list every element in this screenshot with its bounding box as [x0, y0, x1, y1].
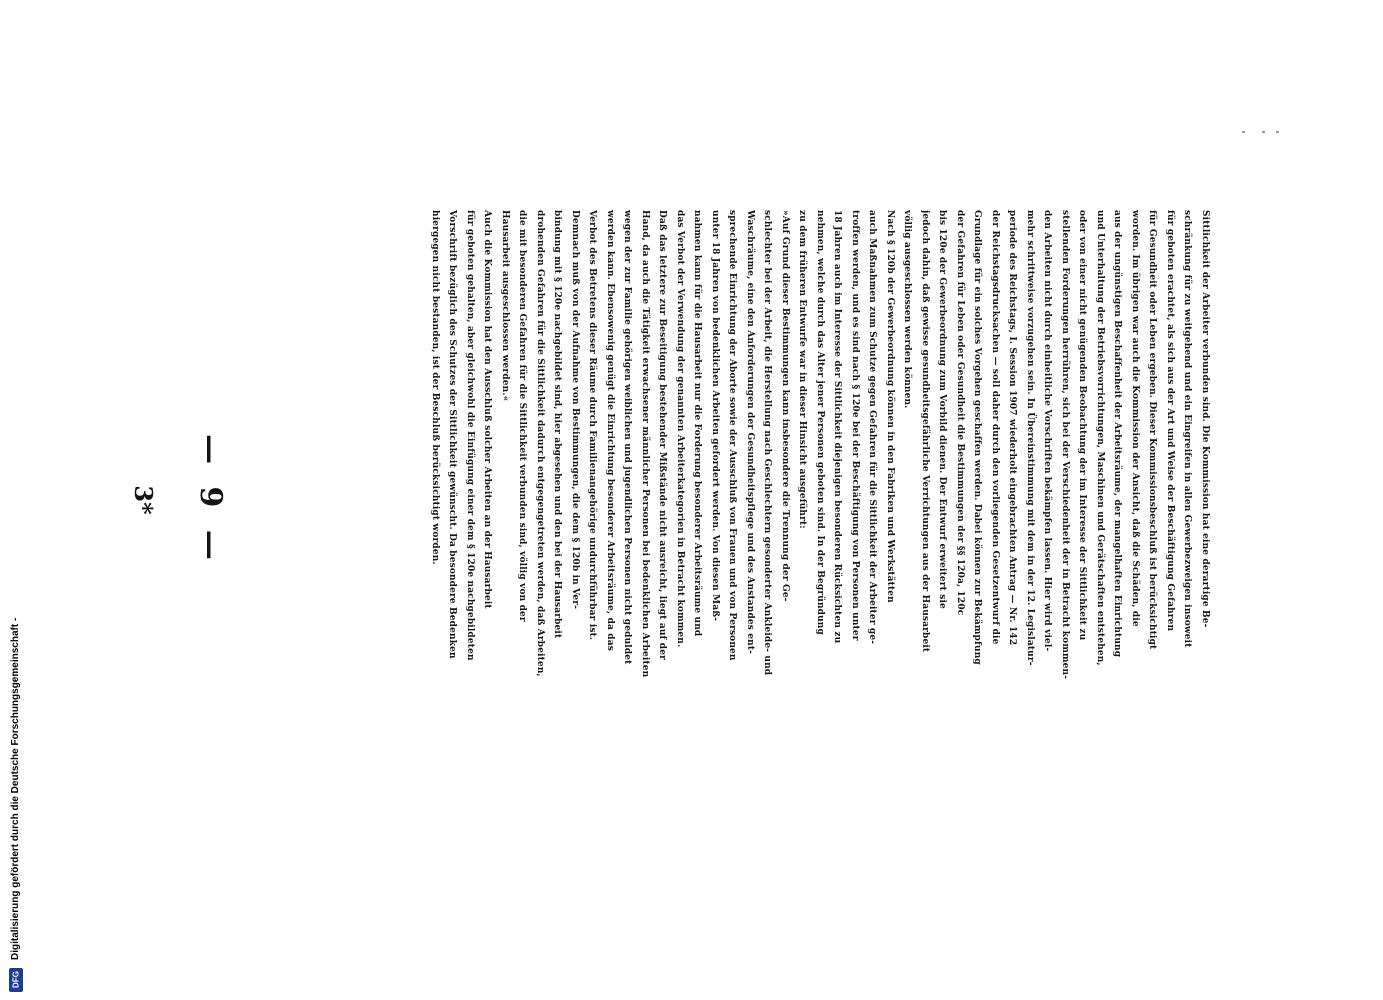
text-line: worden. Im übrigen war auch die Kommission der Ansicht, daß die Schäden, die — [1130, 210, 1140, 627]
text-line: völlig ausgeschlossen werden können. — [902, 210, 913, 409]
text-line: Vorschrift bezüglich des Schutzes der Sittlichkeit gewünscht. Da besondere Bedenken — [447, 210, 458, 659]
text-line: der Reichstagsdrucksachen — soll daher durch den vorliegenden Gesetzentwurf die — [990, 210, 1000, 645]
text-line: mehr schrittweise vorzugehen sein. In Übereinstimmung mit dem in der 12. Legislatur- — [1025, 210, 1035, 666]
text-line: Auch die Kommission hat den Ausschluß solcher Arbeiten an der Hausarbeit — [482, 210, 493, 609]
text-line: der Gefahren für Leben oder Gesundheit die Bestimmungen der §§ 120a, 120c — [955, 210, 965, 616]
text-line: das Verbot der Verwendung der genannten Arbeiterkategorien in Betracht kommen. — [675, 210, 685, 648]
text-line: schlechter bei der Arbeit, die Herstellung nach Geschlechtern gesonderter Ankleide- und — [762, 210, 773, 676]
scan-speck — [1262, 131, 1265, 133]
text-line: sprechende Einrichtung der Aborte sowie der Ausschluß von Frauen und von Personen — [727, 210, 738, 661]
text-line: auch Maßnahmen zum Schutze gegen Gefahren für die Sittlichkeit der Arbeiter ge- — [867, 210, 878, 645]
scan-speck — [1276, 131, 1279, 133]
text-line: Waschräume, eine den Anforderungen der Gesundheitspflege und des Anstandes ent- — [745, 210, 755, 655]
text-line: aus der ungünstigen Beschaffenheit der Arbeitsräume, der mangelhaften Einrichtung — [1112, 210, 1123, 658]
text-line: Nach § 120b der Gewerbeordnung können in den Fabriken und Werkstätten — [885, 210, 895, 603]
text-line: für geboten gehalten, aber gleichwohl die Einfügung einer dem § 120e nachgebildeten — [465, 210, 475, 661]
text-line: Sittlichkeit der Arbeiter verbunden sind. Die Kommission hat eine derartige Be- — [1200, 210, 1210, 628]
page-header: — 9 — — [193, 434, 228, 566]
text-line: Hand, da auch die Tätigkeit erwachsener männlicher Personen bei bedenklichen Arbeiten — [640, 210, 650, 678]
page-body — [248, 210, 1213, 1000]
text-line: periode des Reichstags, I. Session 1907 wiederholt eingebrachten Antrag — Nr. 142 — [1007, 210, 1018, 646]
text-line: jedoch dahin, daß gewisse gesundheitsgefährliche Verrichtungen aus der Hausarbeit — [920, 210, 930, 653]
text-line: zu dem früheren Entwurfe war in dieser Hinsicht ausgeführt: — [797, 210, 808, 529]
text-line: bindung mit § 120e nachgebildet sind, hier abgesehen und den bei der Hausarbeit — [552, 210, 563, 639]
text-line: drohenden Gefahren für die Sittlichkeit dadurch entgegengetreten werden, daß Arbeiten, — [535, 210, 545, 677]
text-line: schränkung für zu weitgehend und ein Eingreifen in allen Gewerbezweigen insoweit — [1182, 210, 1193, 648]
scan-speck — [1242, 131, 1245, 133]
text-line: Grundlage für ein solches Vorgehen geschaffen werden. Dabei können zur Bekämpfung — [972, 210, 983, 665]
text-line: nehmen, welche durch das Alter jener Personen geboten sind. In der Begründung — [815, 210, 825, 635]
text-line: Daß das letztere zur Beseitigung bestehender Mißstände nicht ausreicht, liegt auf der — [657, 210, 668, 661]
digitization-watermark — [2, 0, 30, 1000]
watermark-text: Digitalisierung gefördert durch die Deutsche Forschungsgemeinschaft - — [10, 617, 21, 960]
text-line: »Auf Grund dieser Bestimmungen kann insbesondere die Trennung der Ge- — [780, 210, 790, 602]
text-line: unter 18 Jahren von bedenklichen Arbeiten gefordert werden. Von diesen Maß- — [710, 210, 720, 622]
text-line: und Unterhaltung der Betriebsvorrichtungen, Maschinen und Gerätschaften entstehen, — [1095, 210, 1105, 666]
text-line: troffen werden, und es sind nach § 120e bei der Beschäftigung von Personen unter — [850, 210, 860, 641]
text-line: für Gesundheit oder Leben ergeben. Dieser Kommissionsbeschluß ist berücksichtigt — [1147, 210, 1158, 650]
text-line: den Arbeiten nicht durch einheitliche Vorschriften bekämpfen lassen. Hier wird viel- — [1042, 210, 1053, 652]
text-line: wegen der zur Familie gehörigen weiblichen und jugendlichen Personen nicht geduldet — [622, 210, 633, 665]
text-line: nahmen kann für die Hausarbeit nur die Forderung besonderer Arbeitsräume und — [692, 210, 703, 637]
text-line: stellenden Forderungen herrühren, sich bei der Verschiedenheit der in Betracht kommen- — [1060, 210, 1070, 680]
text-line: für geboten erachtet, als sich aus der Art und Weise der Beschäftigung Gefahren — [1165, 210, 1175, 632]
dfg-logo-icon — [9, 968, 23, 992]
dfg-logo-text: DFG — [11, 971, 21, 988]
text-line: Demnach muß von der Aufnahme von Bestimmungen, die dem § 120b in Ver- — [570, 210, 580, 610]
text-line: Verbot des Betretens dieser Räume durch Familienangehörige undurchführbar ist. — [587, 210, 598, 641]
text-line: hiergegen nicht bestanden, ist der Beschluß berücksichtigt worden. — [430, 210, 440, 565]
text-line: bis 120e der Gewerbeordnung zum Vorbild dienen. Der Entwurf erweitert sie — [937, 210, 948, 609]
signature-mark: 3* — [129, 485, 158, 515]
text-line: werden kann. Ebensowenig genügt die Einrichtung besonderer Arbeitsräume, da das — [605, 210, 615, 651]
text-line: Hausarbeit ausgeschlossen werden.« — [500, 210, 510, 402]
text-line: oder von einer nicht genügenden Beobachtung der im Interesse der Sittlichkeit zu — [1077, 210, 1088, 641]
text-line: die mit besonderen Gefahren für die Sittlichkeit verbunden sind, völlig von der — [517, 210, 528, 622]
text-line: 18 Jahren auch im Interesse der Sittlichkeit diejenigen besonderen Rücksichten zu — [832, 210, 843, 644]
